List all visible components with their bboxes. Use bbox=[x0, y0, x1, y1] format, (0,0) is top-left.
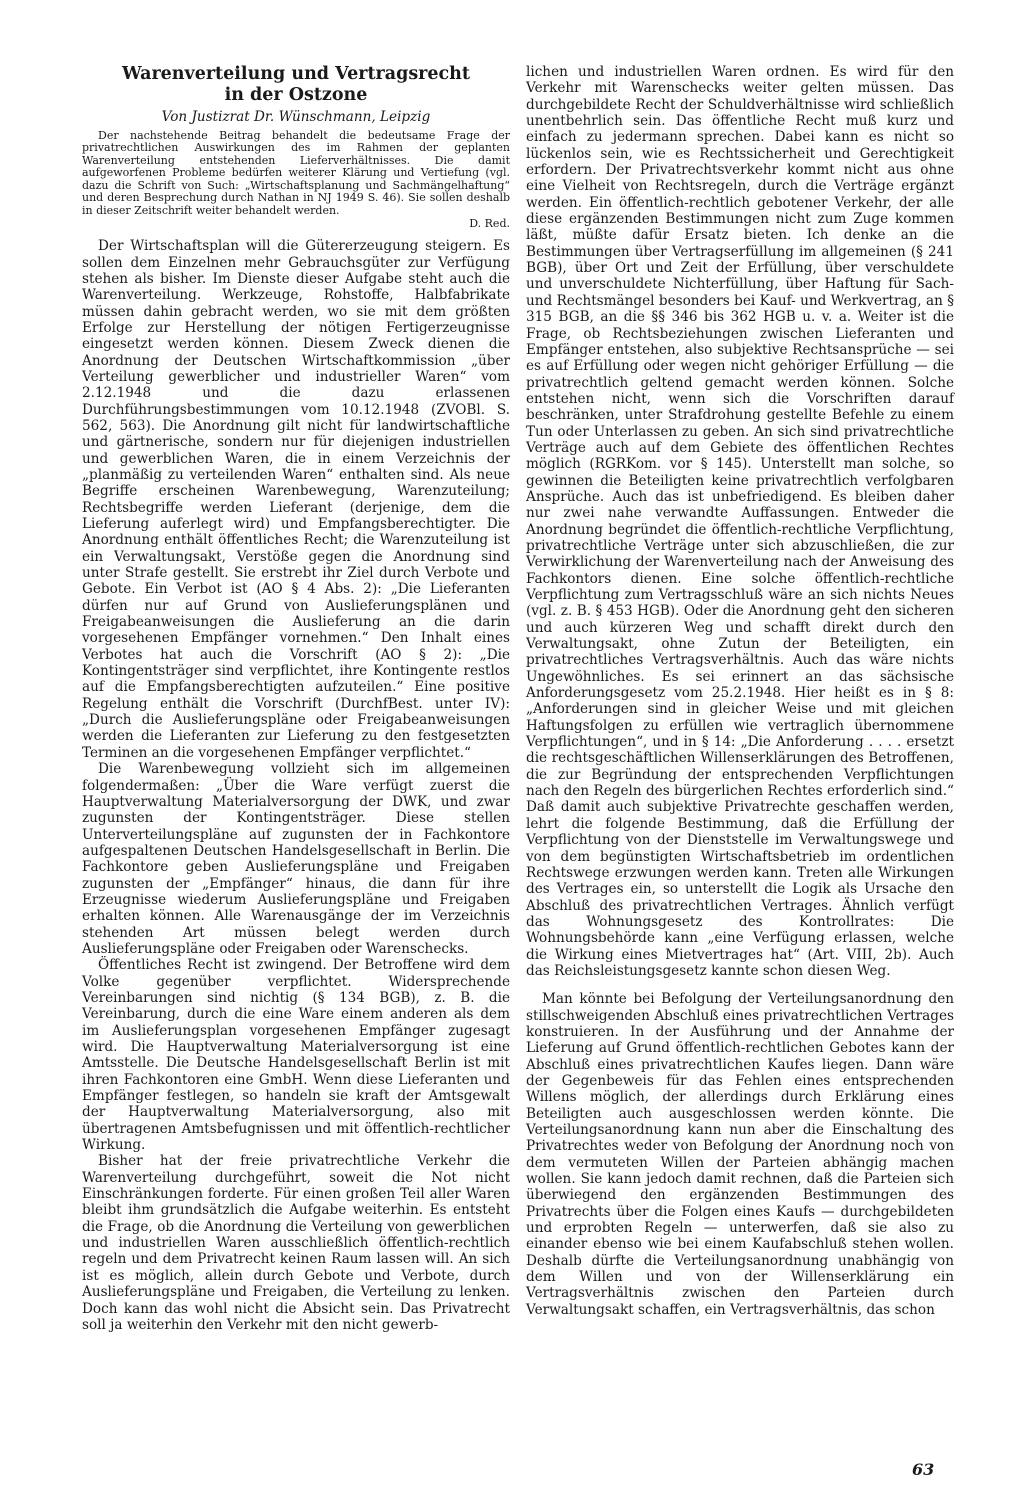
author-byline: Von Justizrat Dr. Wünschmann, Leipzig bbox=[161, 109, 431, 125]
paragraph: Man könnte bei Befolgung der Verteilungsanordnung den stillschweigenden Abschluß eines privatrechtlichen Vertrages konstruieren. In der Ausführung und der Annahme der Lieferung auf Grund öffentlich-rechtlichen Gebotes kann der Abschluß eines privatrechtlichen Kaufes liegen. Dann wäre der Gegenbeweis für das Fehlen eines entsprechenden Willens möglich, der allerdings durch Erklärung eines Beteiligten auch ausgeschlossen werden könnte. Die Verteilungsanordnung kann nun aber die Einschaltung des Privatrechtes weder von Befolgung der Anordnung noch von dem vermuteten Willen der Parteien abhängig machen wollen. Sie kann jedoch damit rechnen, daß die Parteien sich überwiegend den ergänzenden Bestimmungen des Privatrechts über die Folgen eines Kaufs — durchgebildeten und erprobten Regeln — unterwerfen, daß sie also zu einander ebenso wie bei einem Kaufabschluß stehen wollen. Deshalb dürfte die Verteilungsanordnung unabhängig von dem Willen und von der Willenserklärung ein Vertragsverhältnis zwischen den Parteien durch Verwaltungsakt schaffen, ein Vertragsverhältnis, das schon bbox=[526, 991, 954, 1318]
right-column bbox=[526, 64, 954, 1318]
left-column bbox=[82, 64, 510, 1333]
paragraph-continued: lichen und industriellen Waren ordnen. Es wird für den Verkehr mit Warenschecks weiter gelten müssen. Das durchgebildete Recht der Schuldverhältnisse wird schließlich unentbehrlich sein. Das öffentliche Recht muß kurz und einfach zu jedermann sprechen. Dabei kann es nicht so lückenlos sein, wie es Rechtssicherheit und Gerechtigkeit erfordern. Der Privatrechtsverkehr kommt nicht aus ohne eine Vielheit von Rechtsregeln, durch die Verträge ergänzt werden. Ein öffentlich-rechtlich gebotener Verkehr, der alle diese ergänzenden Bestimmungen nicht zum Zuge kommen läßt, müßte dafür Ersatz bieten. Ich denke an die Bestimmungen über Vertragserfüllung im allgemeinen (§ 241 BGB), über Ort und Zeit der Erfüllung, über verschuldete und unverschuldete Nichterfüllung, über Haftung für Sach- und Rechtsmängel besonders bei Kauf- und Werkvertrag, an § 315 BGB, an die §§ 346 bis 362 HGB u. v. a. Weiter ist die Frage, ob Rechtsbeziehungen zwischen Lieferanten und Empfänger entstehen, also subjektive Rechtsansprüche — sei es auf Erfüllung oder wegen nicht gehöriger Erfüllung — die privatrechtlich geltend gemacht werden können. Solche entstehen nicht, wenn sich die Vorschriften darauf beschränken, unter Strafdrohung gestellte Befehle zu einem Tun oder Unterlassen zu geben. An sich sind privatrechtliche Verträge auch auf dem Gebiete des öffentlichen Rechtes möglich (RGRKom. vor § 145). Unterstellt man solche, so gewinnen die Beteiligten keine privatrechtlich verfolgbaren Ansprüche. Auch das ist unbefriedigend. Es bleiben daher nur zwei nahe verwandte Auffassungen. Entweder die Anordnung begründet die öffentlich-rechtliche Verpflichtung, privatrechtliche Verträge unter sich abzuschließen, die zur Verwirklichung der Warenverteilung nach der Anweisung des Fachkontors dienen. Eine solche öffentlich-rechtliche Verpflichtung zum Vertragsschluß wäre an sich nichts Neues (vgl. z. B. § 453 HGB). Oder die Anordnung geht den sicheren und auch kürzeren Weg und schafft direkt durch den Verwaltungsakt, ohne Zutun der Beteiligten, ein privatrechtliches Vertragsverhältnis. Auch das wäre nichts Ungewöhnliches. Es sei erinnert an das sächsische Anforderungsgesetz vom 25.2.1948. Hier heißt es in § 8: „Anforderungen sind in gleicher Weise und mit gleichen Haftungsfolgen zu erfüllen wie vertraglich übernommene Verpflichtungen“, und in § 14: „Die Anforderung . . . . ersetzt die rechtsgeschäftlichen Willenserklärungen des Betroffenen, die zur Begründung der entsprechenden Verpflichtungen nach den Regeln des bürgerlichen Rechtes erforderlich sind.“ Daß damit auch subjektive Privatrechte geschaffen werden, lehrt die folgende Bestimmung, daß die Erfüllung der Verpflichtung von der Dienststelle im Verwaltungswege und von dem begünstigten Wirtschaftsbetrieb im ordentlichen Rechtswege erzwungen werden kann. Treten alle Wirkungen des Vertrages ein, so unterstellt die Logik als Ursache den Abschluß des privatrechtlichen Vertrages. Ähnlich verfügt das Wohnungsgesetz des Kontrollrates: Die Wohnungsbehörde kann „eine Verfügung erlassen, welche die Wirkung eines Mietvertrages hat“ (Art. VIII, 2b). Auch das Reichsleistungsgesetz kannte schon diesen Weg. bbox=[526, 64, 954, 979]
title-line-1: Warenverteilung und Vertragsrecht bbox=[121, 64, 470, 84]
paragraph: Öffentliches Recht ist zwingend. Der Betroffene wird dem Volke gegenüber verpflichtet. Widersprechende Vereinbarungen sind nichtig (§ 134 BGB), z. B. die Vereinbarung, durch die eine Ware einem anderen als dem im Auslieferungsplan vorgesehenen Empfänger zugesagt wird. Die Hauptverwaltung Materialversorgung ist eine Amtsstelle. Die Deutsche Handelsgesellschaft Berlin ist mit ihren Fachkontoren eine GmbH. Wenn diese Lieferanten und Empfänger festlegen, so handeln sie kraft der Amtsgewalt der Hauptverwaltung Materialversorgung, also mit übertragenen Amtsbefugnissen und mit öffentlich-rechtlicher Wirkung. bbox=[82, 957, 510, 1154]
editorial-intro: Der nachstehende Beitrag behandelt die bedeutsame Frage der privatrechtlichen Auswirkungen des im Rahmen der geplanten Warenverteilung entstehenden Lieferverhältnisses. Die damit aufgeworfenen Probleme bedürfen weiterer Klärung und Vertiefung (vgl. dazu die Schrift von Such: „Wirtschaftsplanung und Sachmängelhaftung“ und deren Besprechung durch Nathan in NJ 1949 S. 46). Sie sollen deshalb in dieser Zeitschrift weiter behandelt werden. bbox=[82, 129, 510, 217]
title-line-2: in der Ostzone bbox=[224, 85, 368, 105]
paragraph: Bisher hat der freie privatrechtliche Verkehr die Warenverteilung durchgeführt, soweit die Not nicht Einschränkungen forderte. Für einen großen Teil aller Waren bleibt ihm grundsätzlich die Aufgabe weiterhin. Es entsteht die Frage, ob die Anordnung die Verteilung von gewerblichen und industriellen Waren ausschließlich öffentlich-rechtlich regeln und dem Privatrecht keinen Raum lassen will. An sich ist es möglich, allein durch Gebote und Verbote, durch Auslieferungspläne und Freigaben, die Verteilung zu lenken. Doch kann das wohl nicht die Absicht sein. Das Privatrecht soll ja weiterhin den Verkehr mit den nicht gewerb- bbox=[82, 1153, 510, 1333]
article-title bbox=[82, 64, 510, 106]
page-number: 63 bbox=[912, 1460, 935, 1479]
paragraph: Die Warenbewegung vollzieht sich im allgemeinen folgendermaßen: „Über die Ware verfügt zuerst die Hauptverwaltung Materialversorgung der DWK, und zwar zugunsten der Kontingentsträger. Diese stellen Unterverteilungspläne auf zugunsten der in Fachkontore aufgespaltenen Deutschen Handelsgesellschaft in Berlin. Die Fachkontore geben Auslieferungspläne und Freigaben zugunsten der „Empfänger“ hinaus, die dann für ihre Erzeugnisse wiederum Auslieferungspläne und Freigaben erhalten können. Alle Warenausgänge der im Verzeichnis stehenden Art müssen belegt werden durch Auslieferungspläne oder Freigaben oder Warenschecks. bbox=[82, 761, 510, 957]
editor-signature: D. Red. bbox=[469, 217, 510, 231]
paragraph: Der Wirtschaftsplan will die Gütererzeugung steigern. Es sollen dem Einzelnen mehr Gebrauchsgüter zur Verfügung stehen als bisher. Im Dienste dieser Aufgabe steht auch die Warenverteilung. Werkzeuge, Rohstoffe, Halbfabrikate müssen dahin gebracht werden, wo sie mit dem größten Erfolge zur Herstellung der nötigen Fertigerzeugnisse eingesetzt werden können. Diesem Zweck dienen die Anordnung der Deutschen Wirtschaftkommission „über Verteilung gewerblicher und industrieller Waren“ vom 2.12.1948 und die dazu erlassenen Durchführungsbestimmungen vom 10.12.1948 (ZVOBl. S. 562, 563). Die Anordnung gilt nicht für landwirtschaftliche und gärtnerische, sondern nur für diejenigen industriellen und gewerblichen Waren, die in einem Verzeichnis der „planmäßig zu verteilenden Waren“ enthalten sind. Als neue Begriffe erscheinen Warenbewegung, Warenzuteilung; Rechtsbegriffe werden Lieferant (derjenige, dem die Lieferung auferlegt wird) und Empfangsberechtigter. Die Anordnung enthält öffentliches Recht; die Warenzuteilung ist ein Verwaltungsakt, Verstöße gegen die Anordnung sind unter Strafe gestellt. Sie erstrebt ihr Ziel durch Verbote und Gebote. Ein Verbot ist (AO § 4 Abs. 2): „Die Lieferanten dürfen nur auf Grund von Auslieferungsplänen und Freigabeanweisungen die Auslieferung an die darin vorgesehenen Empfänger vornehmen.“ Den Inhalt eines Verbotes hat auch die Vorschrift (AO § 2): „Die Kontingentsträger sind verpflichtet, ihre Kontingente restlos auf die Empfangsberechtigten aufzuteilen.“ Eine positive Regelung enthält die Vorschrift (DurchfBest. unter IV): „Durch die Auslieferungspläne oder Freigabeanweisungen werden die Lieferanten zur Lieferung zu den festgesetzten Terminen an die vorgesehenen Empfänger verpflichtet.“ bbox=[82, 238, 510, 761]
